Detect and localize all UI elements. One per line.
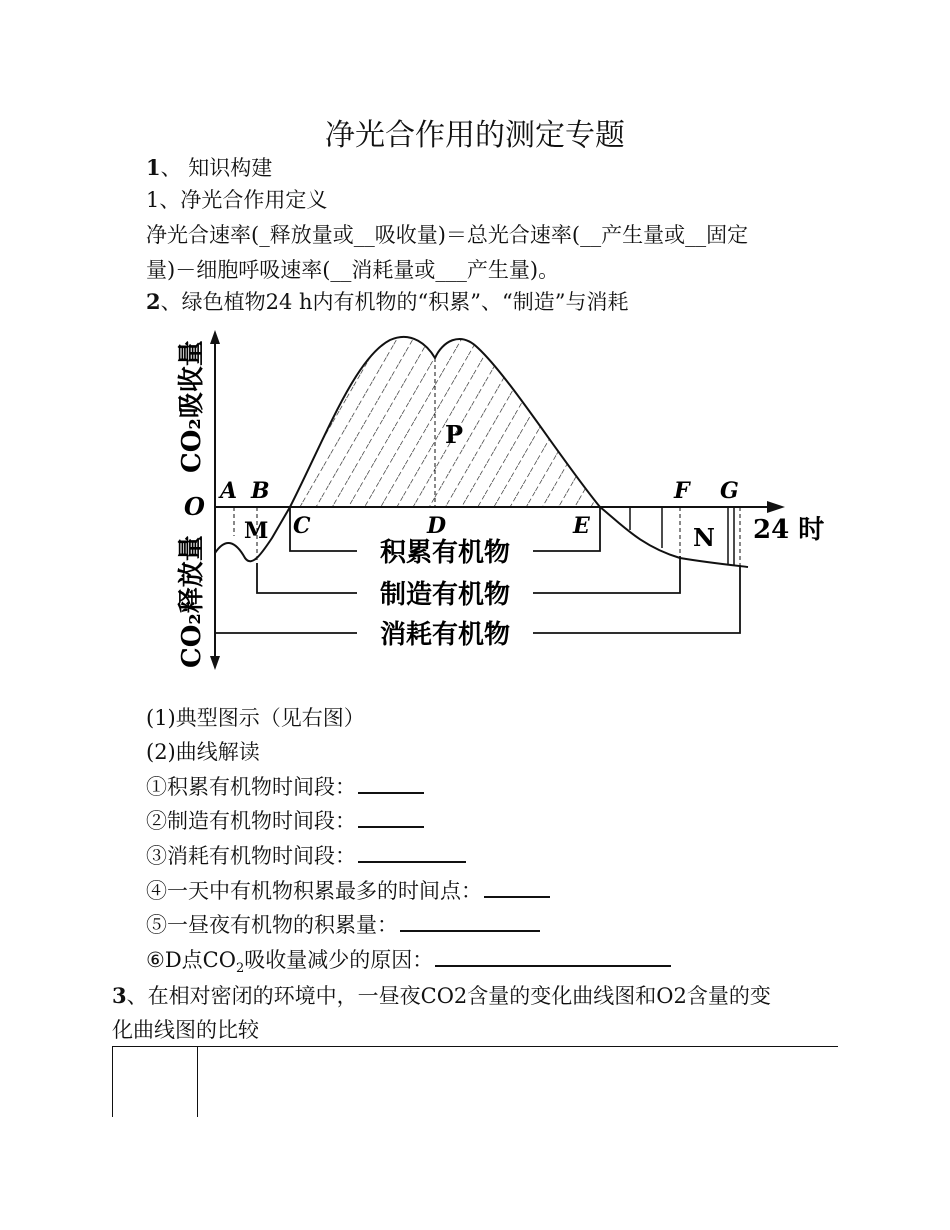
y-up-label: CO₂吸收量 [177, 340, 207, 473]
item-q1 [146, 771, 424, 801]
time-label: 24 时 [753, 515, 825, 545]
x-axis-arrow [767, 501, 785, 513]
item-q4 [146, 875, 550, 905]
point-m: M [244, 518, 269, 544]
point-n: N [693, 523, 715, 552]
point-p: P [445, 420, 464, 449]
point-f: F [674, 478, 690, 504]
section-1-text: 知识构建 [181, 156, 273, 180]
bracket-accumulate-right [533, 507, 600, 551]
y-down-label: CO₂释放量 [177, 535, 207, 668]
point-d: D [427, 513, 447, 539]
section-2-heading [146, 286, 629, 316]
origin-label: O [184, 492, 205, 521]
section-2-text: 、绿色植物24 h内有机物的“积累”、“制造”与消耗 [160, 290, 629, 314]
point-e: E [573, 513, 590, 539]
section-2-number: 2 [146, 289, 161, 314]
section-1-heading [146, 152, 272, 182]
blank-q6[interactable] [435, 947, 671, 967]
item-q2 [146, 805, 424, 835]
blank-q2[interactable] [358, 808, 424, 828]
page-title: 净光合作用的测定专题 [325, 118, 625, 153]
table-cell [198, 1047, 839, 1118]
section-1-number: 1 [146, 155, 161, 180]
section-3-text: 、在相对密闭的环境中，一昼夜CO2含量的变化曲线图和O2含量的变 [126, 984, 771, 1008]
definition-title: 1、净光合作用定义 [146, 188, 328, 212]
item-q5-text: ⑤一昼夜有机物的积累量： [146, 913, 398, 937]
label-consume: 消耗有机物 [379, 620, 511, 650]
item-q6-subscript: 2 [235, 961, 245, 977]
definition-line-2: 量)－细胞呼吸速率(__消耗量或___产生量)。 [146, 258, 560, 282]
item-q2-text: ②制造有机物时间段： [146, 809, 356, 833]
y-axis-arrow-down [210, 656, 220, 670]
table-cell [113, 1047, 198, 1118]
label-accumulate: 积累有机物 [379, 538, 511, 568]
section-3-line-2: 化曲线图的比较 [112, 1018, 259, 1042]
label-make: 制造有机物 [379, 580, 511, 610]
item-q6 [146, 944, 671, 976]
bracket-consume-right [533, 565, 740, 633]
section-3-line-1 [112, 980, 771, 1010]
definition-line-1: 净光合速率(_释放量或__吸收量)＝总光合速率(__产生量或__固定 [146, 223, 749, 247]
point-a: A [220, 478, 238, 504]
item-q3-text: ③消耗有机物时间段： [146, 844, 356, 868]
item-q5 [146, 909, 540, 939]
item-q1-text: ①积累有机物时间段： [146, 775, 356, 799]
comparison-table [112, 1046, 838, 1117]
section-1-sep: 、 [160, 156, 182, 180]
bracket-make-left [257, 563, 357, 593]
co2-exchange-diagram [150, 318, 825, 688]
table-row [113, 1047, 839, 1118]
point-c: C [293, 513, 311, 539]
bracket-make-right [533, 556, 680, 593]
item-2: (2)曲线解读 [146, 740, 260, 764]
item-1: (1)典型图示（见右图） [146, 706, 365, 730]
item-q4-text: ④一天中有机物积累最多的时间点： [146, 879, 482, 903]
section-3-number: 3 [112, 983, 127, 1008]
blank-q3[interactable] [358, 843, 466, 863]
blank-q4[interactable] [484, 878, 550, 898]
item-q6-text-b: 吸收量减少的原因： [244, 948, 434, 972]
item-q6-text-a: ⑥D点CO [146, 948, 236, 972]
blank-q1[interactable] [358, 774, 424, 794]
point-b: B [251, 478, 270, 504]
blank-q5[interactable] [400, 912, 540, 932]
point-g: G [720, 478, 739, 504]
y-axis-arrow-up [210, 330, 220, 344]
item-q3 [146, 840, 466, 870]
